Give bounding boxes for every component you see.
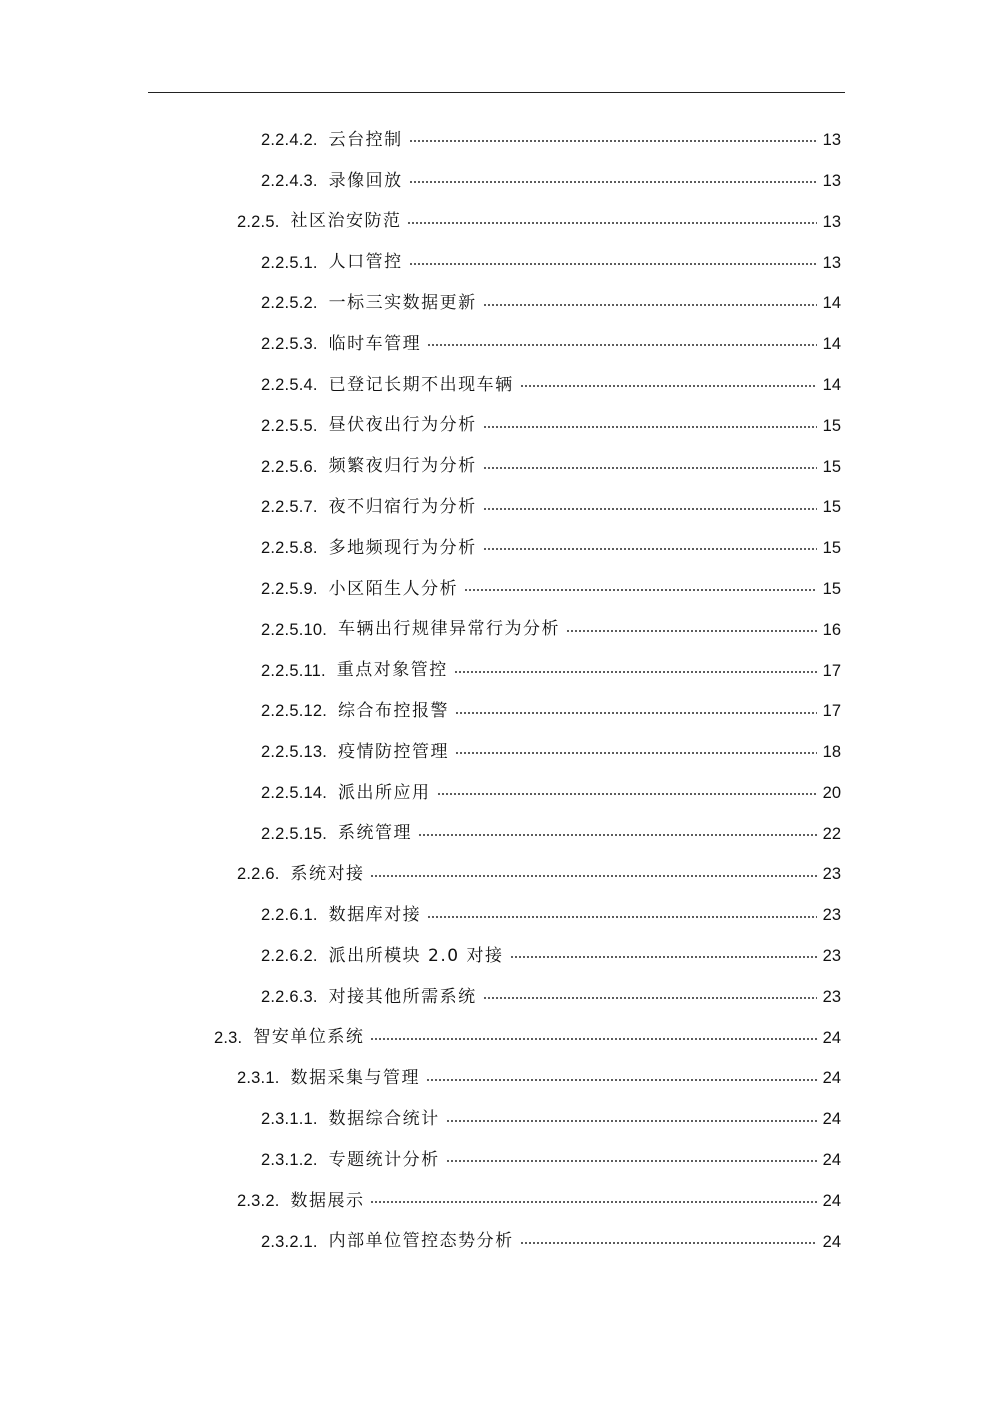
toc-entry[interactable] (0, 569, 992, 610)
toc-entry-title: 人口管控 (328, 252, 403, 273)
toc-entry-title: 社区治安防范 (290, 211, 402, 232)
toc-entry-page-number: 14 (822, 375, 841, 394)
toc-entry-page-number: 23 (822, 865, 841, 884)
toc-entry-page-number: 14 (822, 335, 841, 354)
toc-dot-leader (483, 548, 817, 550)
toc-entry-title: 云台控制 (328, 129, 403, 150)
toc-entry-title: 智安单位系统 (253, 1027, 365, 1048)
toc-entry-title: 临时车管理 (328, 333, 422, 354)
toc-entry-number: 2.2.6.1. (261, 906, 318, 925)
toc-entry-number: 2.2.5.7. (261, 498, 318, 517)
toc-dot-leader (418, 834, 817, 836)
toc-entry-page-number: 24 (822, 1191, 841, 1210)
toc-entry-number: 2.2.5.10. (261, 620, 328, 639)
toc-entry-title: 系统对接 (290, 864, 365, 885)
toc-entry-number: 2.2.5.12. (261, 702, 328, 721)
toc-entry[interactable] (0, 773, 992, 814)
toc-entry-number: 2.2.6.2. (261, 947, 318, 966)
toc-entry-page-number: 24 (822, 1232, 841, 1251)
toc-entry-title: 疫情防控管理 (338, 741, 450, 762)
toc-dot-leader (446, 1160, 817, 1162)
toc-entry[interactable] (0, 1140, 992, 1181)
toc-dot-leader (409, 263, 817, 265)
toc-entry-page-number: 23 (822, 906, 841, 925)
toc-entry-page-number: 18 (822, 743, 841, 762)
toc-entry-number: 2.2.5.2. (261, 294, 318, 313)
toc-dot-leader (409, 140, 817, 142)
toc-entry-number: 2.2.5.9. (261, 579, 318, 598)
toc-entry-number: 2.2.4.3. (261, 171, 318, 190)
toc-entry-number: 2.3. (214, 1028, 243, 1047)
toc-entry[interactable] (0, 202, 992, 243)
toc-dot-leader (455, 752, 817, 754)
toc-entry-title: 内部单位管控态势分析 (328, 1231, 514, 1252)
toc-entry-title: 已登记长期不出现车辆 (328, 374, 514, 395)
toc-dot-leader (370, 875, 817, 877)
toc-entry-title: 派出所模块 2.0 对接 (328, 945, 504, 966)
toc-entry-page-number: 20 (822, 783, 841, 802)
toc-entry-title: 一标三实数据更新 (328, 293, 477, 314)
toc-dot-leader (464, 589, 817, 591)
toc-entry[interactable] (0, 528, 992, 569)
toc-entry-page-number: 24 (822, 1028, 841, 1047)
toc-entry-number: 2.3.2.1. (261, 1232, 318, 1251)
table-of-contents (0, 120, 992, 1262)
toc-entry[interactable] (0, 1099, 992, 1140)
toc-dot-leader (510, 956, 818, 958)
toc-entry-page-number: 15 (822, 457, 841, 476)
toc-dot-leader (455, 712, 817, 714)
toc-dot-leader (446, 1120, 817, 1122)
toc-entry-page-number: 15 (822, 579, 841, 598)
toc-entry-page-number: 15 (822, 416, 841, 435)
toc-entry-title: 系统管理 (338, 823, 413, 844)
toc-entry[interactable] (0, 854, 992, 895)
toc-entry-page-number: 24 (822, 1069, 841, 1088)
toc-entry-title: 数据库对接 (328, 905, 422, 926)
toc-entry[interactable] (0, 1222, 992, 1263)
toc-entry[interactable] (0, 610, 992, 651)
toc-entry[interactable] (0, 1018, 992, 1059)
toc-dot-leader (566, 630, 817, 632)
toc-dot-leader (454, 671, 817, 673)
toc-entry-page-number: 24 (822, 1110, 841, 1129)
toc-dot-leader (520, 385, 817, 387)
toc-entry-page-number: 14 (822, 294, 841, 313)
toc-entry-number: 2.3.2. (237, 1191, 280, 1210)
toc-entry-number: 2.2.5. (237, 212, 280, 231)
toc-dot-leader (427, 916, 817, 918)
toc-dot-leader (483, 304, 817, 306)
toc-entry-page-number: 23 (822, 987, 841, 1006)
toc-entry-title: 昼伏夜出行为分析 (328, 415, 477, 436)
toc-entry[interactable] (0, 406, 992, 447)
toc-entry-number: 2.2.4.2. (261, 131, 318, 150)
toc-entry[interactable] (0, 691, 992, 732)
toc-entry-number: 2.2.5.5. (261, 416, 318, 435)
toc-entry[interactable] (0, 324, 992, 365)
toc-entry-page-number: 13 (822, 212, 841, 231)
toc-entry-title: 综合布控报警 (338, 701, 450, 722)
toc-dot-leader (427, 344, 817, 346)
toc-entry[interactable] (0, 936, 992, 977)
toc-entry-page-number: 13 (822, 171, 841, 190)
toc-entry-number: 2.2.6.3. (261, 987, 318, 1006)
toc-entry-title: 录像回放 (328, 170, 403, 191)
toc-entry-number: 2.2.5.15. (261, 824, 328, 843)
toc-entry[interactable] (0, 650, 992, 691)
toc-entry-page-number: 22 (822, 824, 841, 843)
toc-entry-number: 2.2.6. (237, 865, 280, 884)
toc-entry[interactable] (0, 161, 992, 202)
toc-entry-page-number: 15 (822, 539, 841, 558)
toc-entry-page-number: 16 (822, 620, 841, 639)
toc-entry-title: 重点对象管控 (336, 660, 448, 681)
toc-entry-page-number: 15 (822, 498, 841, 517)
toc-entry-number: 2.2.5.14. (261, 783, 328, 802)
toc-entry[interactable] (0, 242, 992, 283)
toc-entry-page-number: 17 (822, 661, 841, 680)
toc-dot-leader (483, 426, 817, 428)
toc-entry-title: 车辆出行规律异常行为分析 (338, 619, 561, 640)
toc-entry-title: 数据综合统计 (328, 1109, 440, 1130)
toc-entry-page-number: 23 (822, 947, 841, 966)
toc-dot-leader (407, 222, 817, 224)
toc-entry[interactable] (0, 814, 992, 855)
toc-entry-number: 2.2.5.1. (261, 253, 318, 272)
toc-entry-number: 2.2.5.6. (261, 457, 318, 476)
header-rule (148, 92, 845, 93)
toc-entry-number: 2.3.1. (237, 1069, 280, 1088)
toc-entry[interactable] (0, 1058, 992, 1099)
toc-entry-title: 小区陌生人分析 (328, 578, 459, 599)
toc-entry[interactable] (0, 120, 992, 161)
toc-dot-leader (370, 1038, 817, 1040)
toc-entry[interactable] (0, 446, 992, 487)
toc-entry[interactable] (0, 487, 992, 528)
toc-entry-title: 数据展示 (290, 1190, 365, 1211)
toc-dot-leader (483, 997, 817, 999)
toc-dot-leader (483, 467, 817, 469)
toc-entry-title: 夜不归宿行为分析 (328, 497, 477, 518)
toc-entry[interactable] (0, 977, 992, 1018)
toc-entry-page-number: 13 (822, 131, 841, 150)
toc-entry-page-number: 24 (822, 1151, 841, 1170)
toc-entry-number: 2.2.5.11. (261, 661, 326, 680)
toc-dot-leader (370, 1201, 817, 1203)
toc-entry[interactable] (0, 1181, 992, 1222)
toc-entry-number: 2.2.5.3. (261, 335, 318, 354)
toc-entry-page-number: 17 (822, 702, 841, 721)
toc-entry[interactable] (0, 732, 992, 773)
toc-entry-title: 数据采集与管理 (290, 1068, 420, 1089)
toc-dot-leader (520, 1242, 817, 1244)
toc-entry[interactable] (0, 365, 992, 406)
toc-entry[interactable] (0, 895, 992, 936)
toc-entry-number: 2.3.1.1. (261, 1110, 318, 1129)
toc-entry-number: 2.2.5.4. (261, 375, 318, 394)
toc-dot-leader (409, 181, 817, 183)
toc-entry-title: 专题统计分析 (328, 1149, 440, 1170)
toc-entry-number: 2.3.1.2. (261, 1151, 318, 1170)
toc-entry[interactable] (0, 283, 992, 324)
toc-dot-leader (483, 508, 817, 510)
toc-entry-title: 多地频现行为分析 (328, 537, 477, 558)
toc-entry-title: 对接其他所需系统 (328, 986, 477, 1007)
toc-dot-leader (437, 793, 817, 795)
toc-entry-number: 2.2.5.13. (261, 743, 328, 762)
toc-entry-number: 2.2.5.8. (261, 539, 318, 558)
toc-entry-title: 频繁夜归行为分析 (328, 456, 477, 477)
toc-dot-leader (426, 1079, 817, 1081)
toc-entry-page-number: 13 (822, 253, 841, 272)
toc-entry-title: 派出所应用 (338, 782, 431, 803)
